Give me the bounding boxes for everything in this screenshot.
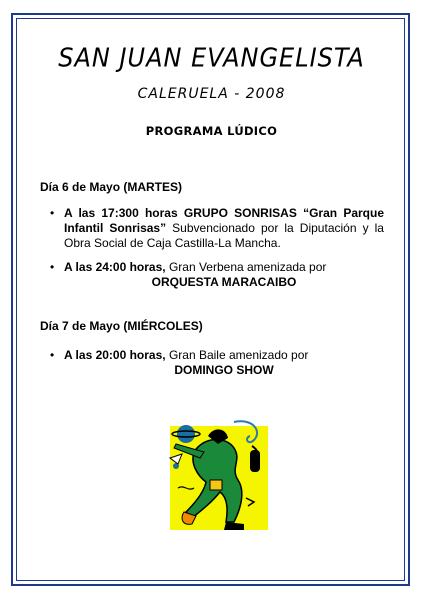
bullet-icon: • <box>50 348 55 362</box>
event-detail: Gran Baile amenizado por <box>168 348 309 362</box>
event-detail: Gran Verbena amenizada por <box>168 260 327 274</box>
event-time: A las 17:300 horas <box>64 206 178 220</box>
page-title: SAN JUAN EVANGELISTA <box>58 42 365 74</box>
day-heading: Día 6 de Mayo (MARTES) <box>40 180 183 194</box>
event-text <box>64 348 384 363</box>
event-performer: ORQUESTA MARACAIBO <box>151 275 297 289</box>
list-item <box>44 260 384 290</box>
bullet-icon: • <box>50 260 55 274</box>
event-show-name: “Gran Parque Infantil Sonrisas” <box>64 206 385 235</box>
list-item <box>44 348 384 378</box>
event-time: A las 24:00 horas, <box>64 260 166 274</box>
event-text <box>64 206 384 251</box>
event-time: A las 20:00 horas, <box>64 348 166 362</box>
event-text <box>64 260 384 275</box>
dancing-figure-icon <box>164 418 272 536</box>
event-performer: DOMINGO SHOW <box>174 363 274 377</box>
bullet-icon: • <box>50 206 55 220</box>
event-performer: GRUPO SONRISAS <box>183 206 297 220</box>
program-title: PROGRAMA LÚDICO <box>145 124 278 138</box>
list-item <box>44 206 384 251</box>
event-detail: Subvencionado por la Diputación y la Obra Social de Caja Castilla-La Mancha. <box>64 221 384 250</box>
day-heading: Día 7 de Mayo (MIÉRCOLES) <box>40 319 203 333</box>
page-subtitle: CALERUELA - 2008 <box>137 86 286 102</box>
